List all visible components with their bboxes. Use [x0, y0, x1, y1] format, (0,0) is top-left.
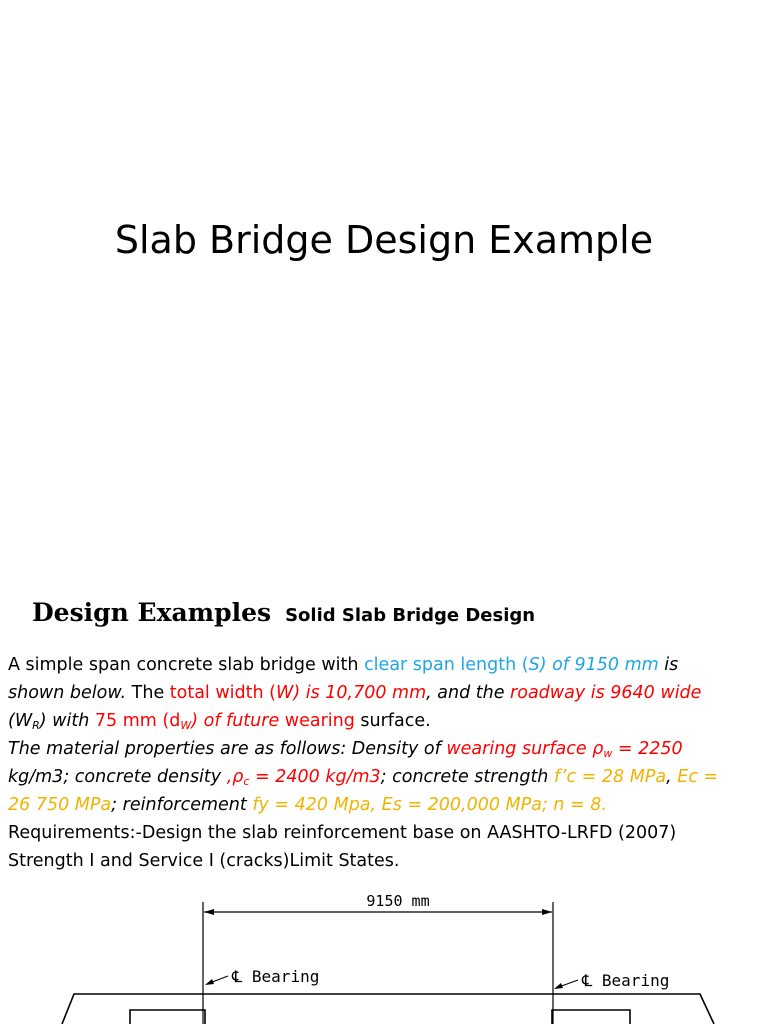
dimension-arrow-left: [204, 909, 214, 915]
text: shown below.: [8, 683, 127, 703]
solid-slab-label: Solid Slab Bridge Design: [285, 605, 536, 626]
text: The material properties are as follows: Density of: [8, 739, 447, 759]
bearing-label-left: ℄ Bearing: [232, 967, 320, 986]
text: wearing surface ρ: [446, 739, 604, 759]
dimension-arrow-right: [542, 909, 552, 915]
line-4: [8, 735, 766, 763]
line-8: Strength I and Service I (cracks)Limit States.: [8, 851, 400, 871]
problem-statement: [8, 651, 766, 875]
bearing-arrow-left: [205, 979, 214, 985]
text: , and the: [426, 683, 511, 703]
text: roadway is 9640 wide: [510, 683, 702, 703]
bearing-arrow-right: [554, 983, 563, 989]
design-examples-header: [32, 598, 535, 627]
line-2: [8, 679, 766, 707]
text: (W: [8, 711, 33, 731]
line-6: [8, 791, 766, 819]
line-7: Requirements:-Design the slab reinforcement base on AASHTO-LRFD (2007): [8, 823, 677, 843]
bearing-label-right: ℄ Bearing: [582, 971, 670, 990]
line-1: [8, 651, 766, 679]
text: is: [658, 655, 679, 675]
text: The: [126, 683, 170, 703]
text: surface.: [354, 711, 431, 731]
text: Ec =: [677, 767, 719, 787]
abutment-right: [552, 1010, 630, 1024]
text: W: [276, 683, 294, 703]
text: 26 750 MPa: [8, 795, 112, 815]
line-5: [8, 763, 766, 791]
text: wearing: [279, 711, 355, 731]
text: ) with: [39, 711, 95, 731]
text: total width (: [169, 683, 276, 703]
text: ) is 10,700 mm: [293, 683, 427, 703]
bridge-elevation-drawing: [0, 880, 768, 1024]
text: ) of future: [191, 711, 280, 731]
text: A simple span concrete slab bridge with: [8, 655, 365, 675]
text: = 2250: [612, 739, 683, 759]
slab-outline: [62, 994, 714, 1024]
design-examples-label: Design Examples: [32, 598, 272, 627]
text: clear span length (: [364, 655, 529, 675]
slide-title: Slab Bridge Design Example: [114, 218, 654, 262]
text: 75 mm (d: [94, 711, 181, 731]
text: R: [32, 719, 40, 732]
text: c: [243, 775, 250, 788]
line-3: [8, 707, 766, 735]
text: kg/m3; concrete density: [8, 767, 227, 787]
text: W: [180, 719, 192, 732]
text: ; reinforcement: [111, 795, 253, 815]
text: fy = 420 Mpa, Es = 200,000 MPa; n = 8.: [252, 795, 607, 815]
span-label: 9150 mm: [366, 892, 430, 910]
text: ,ρ: [226, 767, 244, 787]
text: ,: [666, 767, 678, 787]
text: f’c = 28 MPa: [553, 767, 667, 787]
text: ) of 9150 mm: [539, 655, 659, 675]
text: = 2400 kg/m3: [249, 767, 381, 787]
text: S: [528, 655, 540, 675]
text: w: [603, 747, 613, 760]
abutment-left: [130, 1010, 205, 1024]
text: ; concrete strength: [380, 767, 554, 787]
